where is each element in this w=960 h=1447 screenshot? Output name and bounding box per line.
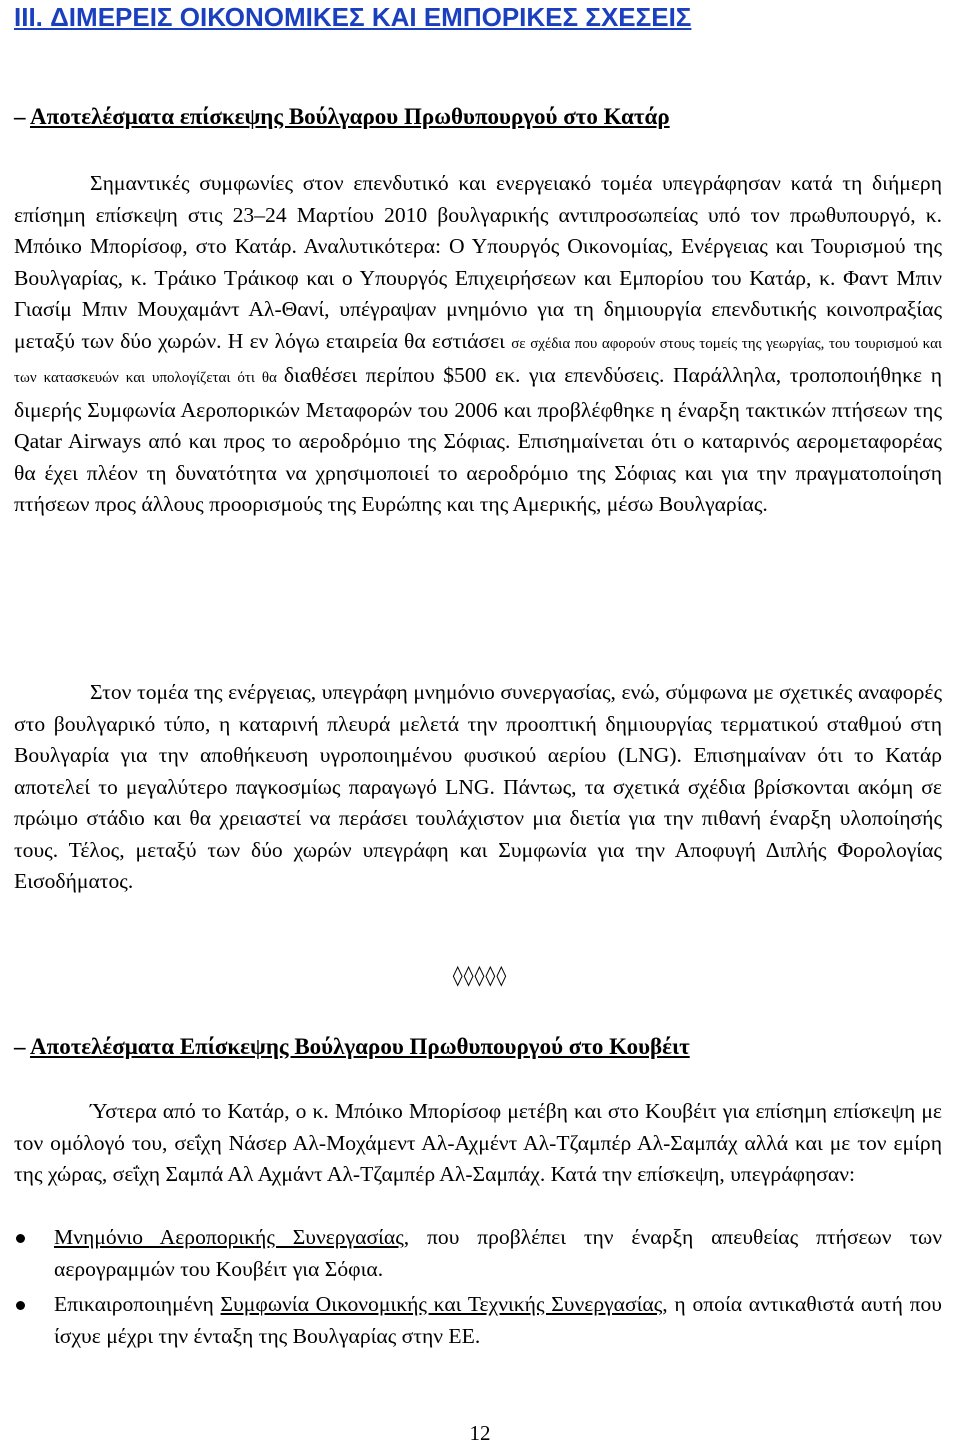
bullet-2-prefix: Επικαιροποιημένη: [54, 1292, 221, 1316]
kuwait-visit-heading: [14, 1034, 944, 1060]
bullet-icon: [16, 1301, 25, 1310]
heading-dash: –: [14, 1034, 30, 1059]
bullet-1-text: , που προβλέπει την έναρξη απευθείας πτήσεων των αερογραμμών του Κουβέιτ για Σόφια.: [54, 1225, 943, 1281]
qatar-visit-heading: [14, 104, 944, 130]
section-title: III. ΔΙΜΕΡΕΙΣ ΟΙΚΟΝΟΜΙΚΕΣ ΚΑΙ ΕΜΠΟΡΙΚΕΣ ΣΧΕΣΕΙΣ: [14, 2, 692, 32]
page-number: 12: [469, 1421, 491, 1445]
bullet-2-text: , η οποία αντικαθιστά αυτή που ίσχυε μέχρι την ένταξη της Βουλγαρίας στην ΕΕ.: [54, 1292, 942, 1348]
qatar-p1-part-a: Σημαντικές συμφωνίες στον επενδυτικό και ενεργειακό τομέα υπεγράφησαν κατά τη διήμερη επίσημη επίσκεψη στις 23–24 Μαρτίου 2010 βουλγαρικής αντιπροσωπείας υπό τον πρωθυπουργό, κ. Μπόικο Μπορίσοφ, στο Κατάρ. Αναλυτικότερα: Ο Υπουργός Οικονομίας, Ενέργειας και Τουρισμού της Βουλγαρίας, κ. Τράικο Τράικοφ και ο Υπουργός Επιχειρήσεων και Εμπορίου του Κατάρ, κ. Φαντ Μπιν Γιασίμ Μπιν Μουχαμάντ Αλ-Θανί, υπέγραψαν μνημόνιο για τη δημιουργία επενδυτικής κοινοπραξίας μεταξύ των δύο χωρών. Η εν λόγω εταιρεία θα εστιάσει: [14, 171, 942, 353]
kuwait-agreements-list: [14, 1222, 942, 1356]
qatar-p1-small-text: σε σχέδια που αφορούν στους τομείς της γεωργίας, του τουρισμού και των κατασκευών και υπολογίζεται ότι θα: [14, 335, 942, 386]
bullet-2-underlined: Συμφωνία Οικονομικής και Τεχνικής Συνεργασίας: [220, 1292, 663, 1316]
qatar-heading-text: Αποτελέσματα επίσκεψης Βούλγαρου Πρωθυπουργού στο Κατάρ: [29, 104, 670, 129]
list-item: [14, 1289, 942, 1352]
heading-dash: –: [14, 104, 30, 129]
bullet-1-underlined: Μνημόνιο Αεροπορικής Συνεργασίας: [54, 1225, 404, 1249]
kuwait-heading-text: Αποτελέσματα Επίσκεψης Βούλγαρου Πρωθυπουργού στο Κουβέιτ: [29, 1034, 690, 1059]
qatar-paragraph-1: [14, 168, 942, 521]
section-divider-ornament: ◊◊◊◊◊: [452, 963, 508, 987]
kuwait-paragraph-1: Ύστερα από το Κατάρ, ο κ. Μπόικο Μπορίσοφ μετέβη και στο Κουβέιτ για επίσημη επίσκεψη με τον ομόλογό του, σεΐχη Νάσερ Αλ-Μοχάμεντ Αλ-Αχμέντ Αλ-Τζαμπέρ Αλ-Σαμπάχ αλλά και με τον εμίρη της χώρας, σεΐχη Σαμπά Αλ Αχμάντ Αλ-Τζαμπέρ Αλ-Σαμπάχ. Κατά την επίσκεψη, υπεγράφησαν:: [14, 1099, 942, 1186]
bullet-icon: [16, 1234, 25, 1243]
qatar-p1-part-b: διαθέσει περίπου $500 εκ. για επενδύσεις. Παράλληλα, τροποποιήθηκε η διμερής Συμφωνία Αεροπορικών Μεταφορών του 2006 και προβλέφθηκε η έναρξη τακτικών πτήσεων της Qatar Airways από και προς το αεροδρόμιο της Σόφιας. Επισημαίνεται ότι ο καταρινός αερομεταφορέας θα έχει πλέον τη δυνατότητα να χρησιμοποιεί το αεροδρόμιο της Σόφιας και για την πραγματοποίηση πτήσεων προς άλλους προορισμούς της Ευρώπης και της Αμερικής, μέσω Βουλγαρίας.: [14, 363, 943, 516]
list-item: [14, 1222, 942, 1285]
qatar-paragraph-2: Στον τομέα της ενέργειας, υπεγράφη μνημόνιο συνεργασίας, ενώ, σύμφωνα με σχετικές αναφορές στο βουλγαρικό τύπο, η καταρινή πλευρά μελετά την προοπτική δημιουργίας τερματικού σταθμού στη Βουλγαρία για την αποθήκευση υγροποιημένου φυσικού αερίου (LNG). Επισημαίναν ότι το Κατάρ αποτελεί το μεγαλύτερο παγκοσμίως παραγωγό LNG. Πάντως, τα σχετικά σχέδια βρίσκονται ακόμη σε πρώιμο στάδιο και θα χρειαστεί να περάσει τουλάχιστον μια διετία για την πιθανή έναρξη υλοποίησής τους. Τέλος, μεταξύ των δύο χωρών υπεγράφη και Συμφωνία για την Αποφυγή Διπλής Φορολογίας Εισοδήματος.: [14, 680, 942, 893]
